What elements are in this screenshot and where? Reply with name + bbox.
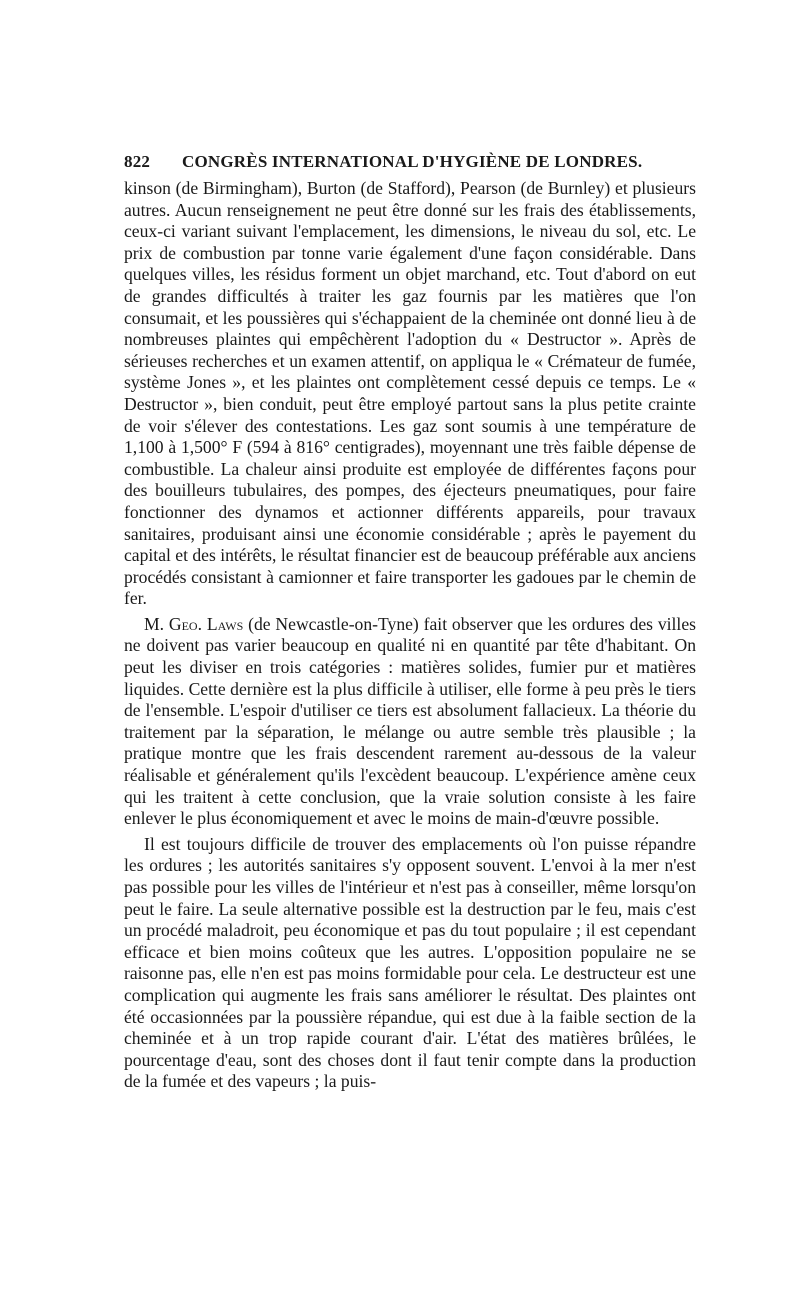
paragraph-laws <box>124 614 696 830</box>
paragraph-text: (de Newcastle-on-Tyne) fait observer que les ordures des villes ne doivent pas varier beaucoup en qualité ni en quantité par tête d'habitant. On peut les diviser en trois catégories : matières solides, fumier pur et matières liquides. Cette dernière est la plus difficile à utiliser, elle forme à peu près le tiers de l'ensemble. L'espoir d'utiliser ce tiers est absolument fallacieux. La théorie du traitement par la séparation, le mélange ou autre semble très plausible ; la pratique montre que les frais descendent rarement au-dessous de la valeur réalisable et généralement qu'ils l'excèdent beaucoup. L'expérience amène ceux qui les traitent à cette conclusion, que la vraie solution consiste à les faire enlever le plus économiquement et avec le moins de main-d'œuvre possible. <box>124 613 696 829</box>
page-number: 822 <box>124 152 151 171</box>
paragraph-continued <box>124 178 696 610</box>
paragraph-text: Il est toujours difficile de trouver des emplacements où l'on puisse répandre les ordures ; les autorités sanitaires s'y opposent souvent. L'envoi à la mer n'est pas possible pour les villes de l'intérieur et n'est pas à conseiller, même lorsqu'on peut le faire. La seule alternative possible est la destruction par le feu, mais c'est un procédé maladroit, peu économique et pas du tout populaire ; il est cependant efficace et bien moins coûteux que les autres. L'opposition populaire ne se raisonne pas, elle n'en est pas moins formidable pour cela. Le destructeur est une complication qui augmente les frais sans améliorer le résultat. Des plaintes ont été occasionnées par la poussière répandue, qui est due à la faible section de la cheminée et à un trop rapide courant d'air. L'état des matières brûlées, le pourcentage d'eau, sont des choses dont il faut tenir compte dans la production de la fumée et des vapeurs ; la puis- <box>124 833 696 1092</box>
running-title: CONGRÈS INTERNATIONAL D'HYGIÈNE DE LONDRES. <box>182 152 643 171</box>
paragraph-text: kinson (de Birmingham), Burton (de Stafford), Pearson (de Burnley) et plusieurs autres. Aucun renseignement ne peut être donné sur les frais des établissements, ceux-ci variant suivant l'emplacement, les dimensions, le niveau du sol, etc. Le prix de combustion par tonne varie également d'une façon considérable. Dans quelques villes, les résidus forment un objet marchand, etc. Tout d'abord on eut de grandes difficultés à traiter les gaz fournis par les matières que l'on consumait, et les poussières qui s'échappaient de la cheminée ont donné lieu à de nombreuses plaintes qui empêchèrent l'adoption du « Destructor ». Après de sérieuses recherches et un examen attentif, on appliqua le « Crémateur de fumée, système Jones », et les plaintes ont complètement cessé depuis ce temps. Le « Destructor », bien conduit, peut être employé partout sans la plus petite crainte de voir s'élever des contestations. Les gaz sont soumis à une température de 1,100 à 1,500° F (594 à 816° centigrades), moyennant une très faible dépense de combustible. La chaleur ainsi produite est employée de différentes façons pour des bouilleurs tubulaires, des pompes, des éjecteurs pneumatiques, pour faire fonctionner des dynamos et actionner différents appareils, pour travaux sanitaires, produisant ainsi une économie considérable ; après le payement du capital et des intérêts, le résultat financier est de beaucoup préférable aux anciens procédés consistant à camionner et faire transporter les gadoues par le chemin de fer. <box>124 178 697 609</box>
book-page <box>124 152 696 1093</box>
running-head <box>124 152 696 178</box>
speaker-name: M. Geo. Laws <box>144 613 244 634</box>
paragraph-disposal <box>124 834 696 1093</box>
